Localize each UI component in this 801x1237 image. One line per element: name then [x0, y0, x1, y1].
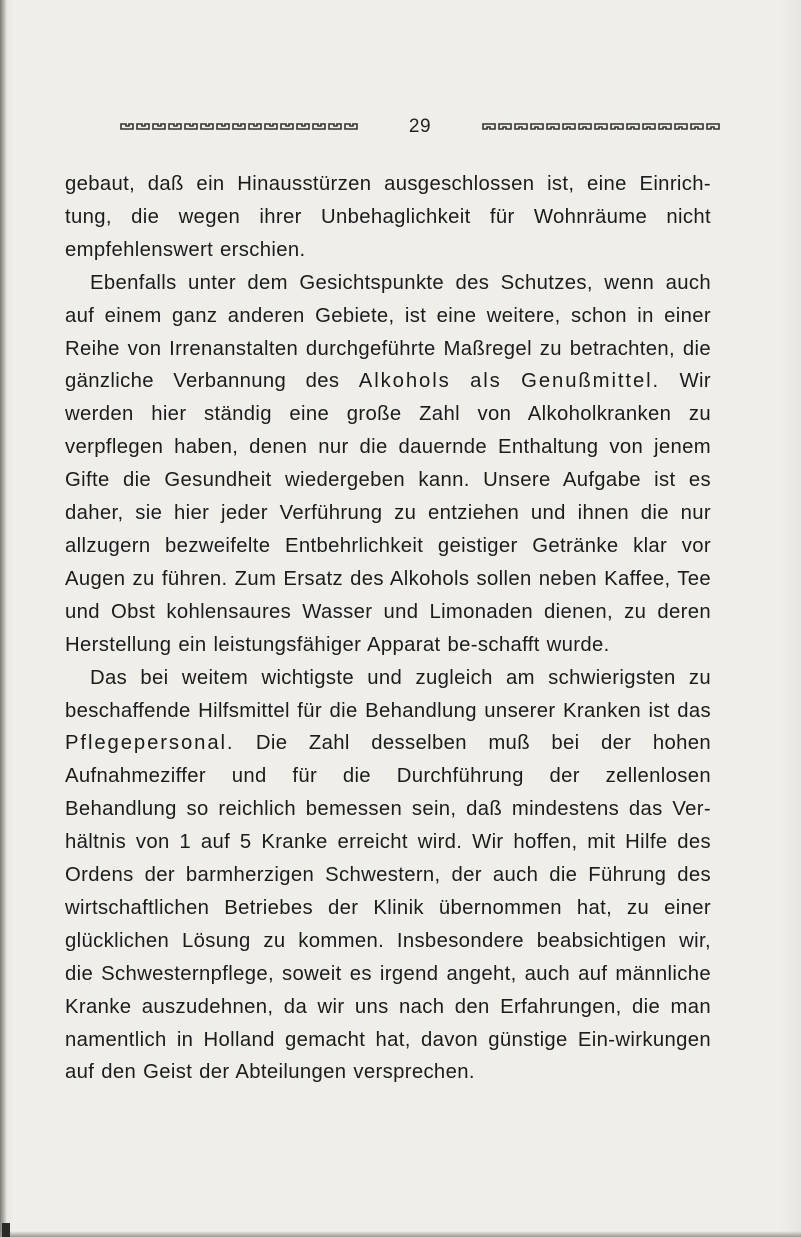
text-segment: Ebenfalls unter dem Gesichtspunkte des Schutzes, wenn auch auf einem ganz anderen Gebiete, ist eine weitere, schon in einer Reihe von Irrenanstalten durchgeführte Maßregel zu betrachten, die gänzliche Verbannung des: [65, 271, 711, 393]
ornament-mark-icon: [594, 122, 608, 131]
text-segment: Die Zahl desselben muß bei der hohen Aufnahmeziffer und für die Durchführung der zellenlosen Behandlung so reichlich bemessen sein, daß mindestens das Ver-hältnis von 1 auf 5 Kranke erreicht wird. Wir hoffen, mit Hilfe des Ordens der barmherzigen Schwestern, der auch die Führung des wirtschaftlichen Betriebes der Klinik übernommen hat, zu einer glücklichen Lösung zu kommen. Insbesondere beabsichtigen wir, die Schwesternpflege, soweit es irgend angeht, auch auf männliche Kranke auszudehnen, da wir uns nach den Erfahrungen, die man namentlich in Holland gemacht hat, davon günstige Ein-wirkungen auf den Geist der Abteilungen versprechen.: [65, 732, 711, 1084]
ornament-mark-icon: [610, 122, 624, 131]
paragraph: [65, 267, 711, 662]
emphasized-text: Alkohols: [358, 370, 451, 393]
emphasized-text: Genußmittel.: [521, 370, 661, 393]
ornament-mark-icon: [482, 122, 496, 131]
ornament-mark-icon: [200, 122, 214, 131]
ornament-mark-icon: [120, 122, 134, 131]
ornament-mark-icon: [296, 122, 310, 131]
text-segment: gebaut, daß ein Hinausstürzen ausgeschlossen ist, eine Einrich-tung, die wegen ihrer Unbehaglichkeit für Wohnräume nicht empfehlenswert erschien.: [65, 173, 711, 261]
header-ornament-left: [120, 122, 358, 131]
ornament-mark-icon: [280, 122, 294, 131]
page-bottom-edge: [0, 1231, 801, 1237]
ornament-mark-icon: [626, 122, 640, 131]
ornament-mark-icon: [248, 122, 262, 131]
emphasized-text: als: [470, 370, 502, 393]
header-ornament-right: [482, 122, 720, 131]
ornament-mark-icon: [216, 122, 230, 131]
paragraph: [65, 168, 711, 267]
ornament-mark-icon: [328, 122, 342, 131]
ornament-mark-icon: [232, 122, 246, 131]
ornament-mark-icon: [562, 122, 576, 131]
ornament-mark-icon: [344, 122, 358, 131]
text-segment: [451, 370, 470, 392]
page-header: [120, 112, 720, 140]
text-segment: [502, 370, 521, 392]
ornament-mark-icon: [658, 122, 672, 131]
ornament-mark-icon: [642, 122, 656, 131]
ornament-mark-icon: [578, 122, 592, 131]
emphasized-text: Pflegepersonal.: [65, 732, 235, 755]
ornament-mark-icon: [184, 122, 198, 131]
scan-corner-mark: [2, 1223, 10, 1237]
page-left-edge: [0, 0, 7, 1237]
ornament-mark-icon: [152, 122, 166, 131]
ornament-mark-icon: [690, 122, 704, 131]
text-segment: Wir werden hier ständig eine große Zahl von Alkoholkranken zu verpflegen haben, denen nur die dauernde Enthaltung von jenem Gifte die Gesundheit wiedergeben kann. Unsere Aufgabe ist es daher, sie hier jeder Verführung zu entziehen und ihnen die nur allzugern bezweifelte Entbehrlichkeit geistiger Getränke klar vor Augen zu führen. Zum Ersatz des Alkohols sollen neben Kaffee, Tee und Obst kohlensaures Wasser und Limonaden dienen, zu deren Herstellung ein leistungsfähiger Apparat be-schafft wurde.: [65, 370, 711, 656]
ornament-mark-icon: [498, 122, 512, 131]
ornament-mark-icon: [264, 122, 278, 131]
ornament-mark-icon: [136, 122, 150, 131]
text-segment: Das bei weitem wichtigste und zugleich am schwierigsten zu beschaffende Hilfsmittel für die Behandlung unserer Kranken ist das: [65, 666, 711, 722]
page-number: 29: [408, 116, 432, 137]
ornament-mark-icon: [546, 122, 560, 131]
body-text: [65, 168, 711, 1089]
ornament-mark-icon: [168, 122, 182, 131]
ornament-mark-icon: [312, 122, 326, 131]
ornament-mark-icon: [514, 122, 528, 131]
ornament-mark-icon: [530, 122, 544, 131]
ornament-mark-icon: [674, 122, 688, 131]
ornament-mark-icon: [706, 122, 720, 131]
paragraph: [65, 662, 711, 1090]
